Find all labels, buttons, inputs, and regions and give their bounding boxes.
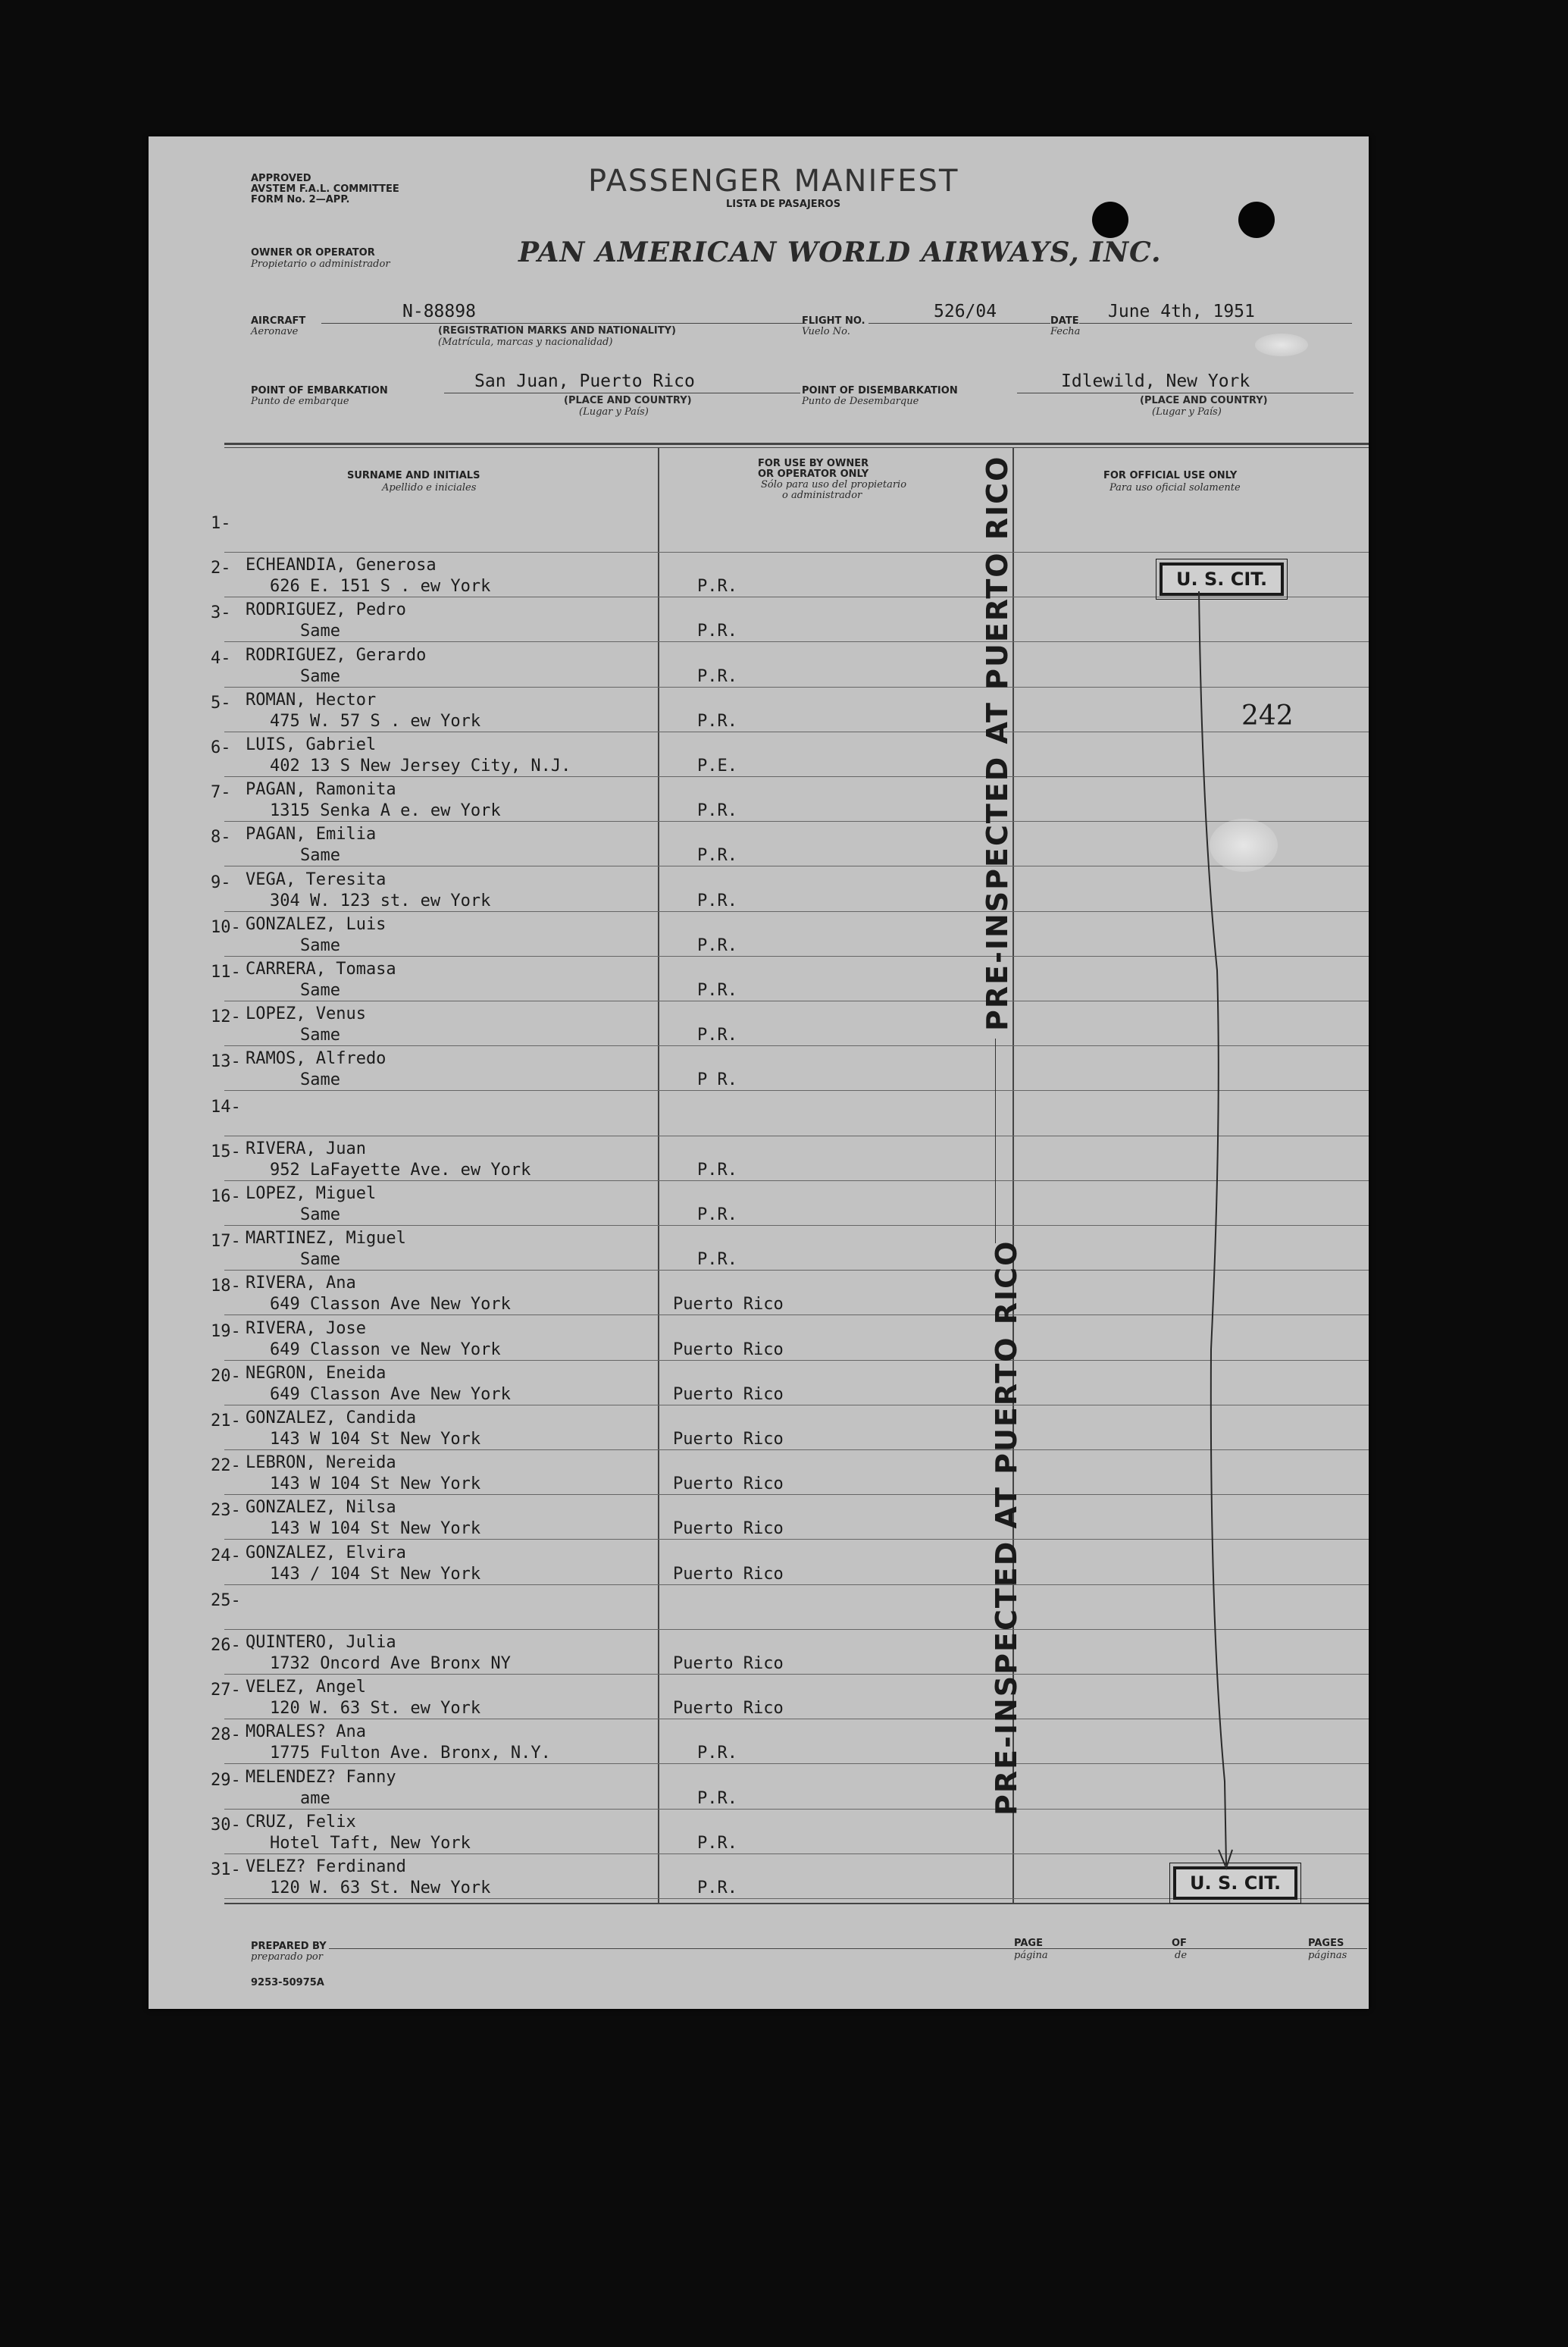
row-number: 24-: [211, 1546, 241, 1565]
owner-use-value: P.R.: [697, 577, 737, 597]
disembark-sub-es: (Lugar y País): [1152, 406, 1222, 418]
col2-header-1: FOR USE BY OWNER: [758, 458, 869, 469]
owner-use-value: P.R.: [697, 711, 737, 731]
disembark-sub: (PLACE AND COUNTRY): [1140, 395, 1268, 406]
of-label-es: de: [1175, 1950, 1188, 1961]
owner-use-value: Puerto Rico: [673, 1295, 784, 1315]
owner-use-value: Puerto Rico: [673, 1564, 784, 1584]
embark-label-es: Punto de embarque: [251, 396, 349, 407]
passenger-address: Same: [300, 1205, 340, 1224]
owner-use-value: P.R.: [697, 666, 737, 686]
owner-value: PAN AMERICAN WORLD AIRWAYS, INC.: [518, 237, 1162, 268]
passenger-name: MELENDEZ? Fanny: [246, 1767, 396, 1787]
passenger-address: ame: [300, 1788, 330, 1808]
passenger-name: CARRERA, Tomasa: [246, 960, 396, 979]
aircraft-sub-es: (Matrícula, marcas y nacionalidad): [438, 337, 613, 348]
aircraft-sub: (REGISTRATION MARKS AND NATIONALITY): [438, 325, 676, 337]
row-number: 10-: [211, 917, 241, 937]
passenger-address: 1315 Senka A e. ew York: [270, 801, 501, 821]
col2-header-es1: Sólo para uso del propietario: [761, 479, 907, 490]
date-label: DATE: [1050, 315, 1079, 327]
flight-label-es: Vuelo No.: [802, 326, 850, 337]
passenger-name: ROMAN, Hector: [246, 690, 377, 710]
passenger-address: Same: [300, 935, 340, 955]
passenger-address: Same: [300, 1026, 340, 1045]
owner-use-value: Puerto Rico: [673, 1519, 784, 1539]
passenger-address: 402 13 S New Jersey City, N.J.: [270, 757, 571, 776]
owner-use-value: Puerto Rico: [673, 1699, 784, 1719]
passenger-name: PAGAN, Ramonita: [246, 780, 396, 800]
passenger-address: Same: [300, 666, 340, 686]
passenger-name: RIVERA, Juan: [246, 1139, 366, 1158]
owner-use-value: Puerto Rico: [673, 1654, 784, 1673]
page-label: PAGE: [1014, 1938, 1043, 1949]
pages-label-es: páginas: [1308, 1950, 1347, 1961]
aircraft-label: AIRCRAFT: [251, 315, 306, 327]
row-number: 15-: [211, 1142, 241, 1161]
passenger-name: NEGRON, Eneida: [246, 1363, 387, 1383]
handwritten-bracket-line: [1194, 591, 1240, 1872]
owner-use-value: P.R.: [697, 846, 737, 866]
approved-line1: AVSTEM F.A.L. COMMITTEE: [251, 183, 399, 195]
passenger-name: GONZALEZ, Nilsa: [246, 1498, 396, 1518]
row-number: 21-: [211, 1412, 241, 1430]
page-label-es: página: [1014, 1950, 1048, 1961]
passenger-name: GONZALEZ, Luis: [246, 914, 387, 934]
row-number: 26-: [211, 1636, 241, 1655]
prepared-label: PREPARED BY: [251, 1941, 327, 1952]
owner-use-value: P.R.: [697, 981, 737, 1000]
preinspected-stamp-2: PRE-INSPECTED AT PUERTO RICO: [990, 1239, 1023, 1816]
owner-use-value: P.R.: [697, 1788, 737, 1808]
row-number: 3-: [211, 603, 231, 623]
preinspected-stamp-1: PRE-INSPECTED AT PUERTO RICO: [981, 455, 1014, 1031]
owner-use-value: Puerto Rico: [673, 1474, 784, 1494]
passenger-name: MARTINEZ, Miguel: [246, 1229, 406, 1249]
row-number: 19-: [211, 1321, 241, 1341]
disembark-label: POINT OF DISEMBARKATION: [802, 385, 958, 396]
embark-value: San Juan, Puerto Rico: [474, 371, 695, 391]
row-number: 9-: [211, 873, 231, 892]
of-label: OF: [1172, 1938, 1187, 1949]
passenger-address: 143 / 104 St New York: [270, 1564, 481, 1584]
passenger-address: 626 E. 151 S . ew York: [270, 577, 491, 597]
passenger-name: LOPEZ, Venus: [246, 1004, 366, 1024]
us-citizen-stamp-bottom: U. S. CIT.: [1173, 1866, 1297, 1900]
passenger-address: Hotel Taft, New York: [270, 1833, 471, 1853]
page-subtitle: LISTA DE PASAJEROS: [726, 199, 841, 210]
passenger-name: GONZALEZ, Candida: [246, 1409, 417, 1427]
owner-label: OWNER OR OPERATOR: [251, 247, 375, 259]
passenger-name: RIVERA, Ana: [246, 1274, 356, 1293]
embark-sub: (PLACE AND COUNTRY): [564, 395, 692, 406]
row-number: 17-: [211, 1232, 241, 1252]
flight-underline: [869, 323, 1050, 324]
page-title: PASSENGER MANIFEST: [588, 164, 959, 199]
owner-use-value: P.R.: [697, 622, 737, 641]
passenger-name: ECHEANDIA, Generosa: [246, 556, 437, 575]
passenger-name: LEBRON, Nereida: [246, 1453, 396, 1473]
flight-label: FLIGHT NO.: [802, 315, 865, 327]
punch-hole: [1092, 202, 1128, 238]
passenger-address: 143 W 104 St New York: [270, 1430, 481, 1449]
passenger-name: VEGA, Teresita: [246, 870, 387, 889]
passenger-name: QUINTERO, Julia: [246, 1633, 396, 1652]
passenger-name: LOPEZ, Miguel: [246, 1184, 377, 1203]
date-value: June 4th, 1951: [1108, 302, 1255, 321]
passenger-count-handwritten: 242: [1241, 700, 1294, 732]
approved-line2: FORM No. 2—APP.: [251, 194, 350, 205]
passenger-name: VELEZ, Angel: [246, 1678, 366, 1697]
owner-label-es: Propietario o administrador: [251, 259, 390, 270]
column-divider-1: [658, 447, 659, 1903]
row-number: 5-: [211, 693, 231, 713]
passenger-address: 1732 Oncord Ave Bronx NY: [270, 1654, 511, 1673]
owner-use-value: P.R.: [697, 801, 737, 821]
col1-header: SURNAME AND INITIALS: [347, 470, 480, 481]
passenger-name: MORALES? Ana: [246, 1722, 366, 1742]
embark-sub-es: (Lugar y País): [579, 406, 649, 418]
passenger-address: 120 W. 63 St. New York: [270, 1879, 491, 1897]
owner-use-value: P R.: [697, 1070, 737, 1090]
passenger-address: 649 Classon Ave New York: [270, 1295, 511, 1315]
passenger-address: Same: [300, 1250, 340, 1270]
aircraft-label-es: Aeronave: [251, 326, 299, 337]
passenger-name: GONZALEZ, Elvira: [246, 1543, 406, 1562]
row-number: 13-: [211, 1052, 241, 1072]
col2-header-es2: o administrador: [782, 490, 862, 501]
row-number: 23-: [211, 1501, 241, 1521]
flight-value: 526/04: [934, 302, 997, 321]
passenger-name: RODRIGUEZ, Pedro: [246, 600, 406, 620]
manifest-page: [149, 136, 1369, 2009]
row-number: 18-: [211, 1277, 241, 1296]
passenger-name: RODRIGUEZ, Gerardo: [246, 645, 427, 665]
passenger-address: 120 W. 63 St. ew York: [270, 1699, 481, 1719]
prepared-underline: [329, 1948, 1367, 1949]
owner-use-value: P.E.: [697, 757, 737, 776]
form-number: 9253-50975A: [251, 1977, 324, 1988]
date-underline: [1079, 323, 1352, 324]
stamp-1-rule: [995, 1039, 996, 1243]
embark-label: POINT OF EMBARKATION: [251, 385, 388, 396]
passenger-address: Same: [300, 981, 340, 1000]
owner-use-value: P.R.: [697, 1744, 737, 1763]
row-number: 11-: [211, 963, 241, 982]
row-number: 30-: [211, 1815, 241, 1835]
passenger-address: Same: [300, 622, 340, 641]
approved-label: APPROVED: [251, 173, 311, 184]
col3-header-es: Para uso oficial solamente: [1109, 482, 1241, 494]
row-number: 2-: [211, 559, 231, 578]
owner-use-value: Puerto Rico: [673, 1384, 784, 1404]
us-citizen-stamp-top: U. S. CIT.: [1160, 562, 1284, 596]
row-number: 12-: [211, 1007, 241, 1027]
aircraft-underline: [321, 323, 806, 324]
disembark-value: Idlewild, New York: [1061, 371, 1250, 391]
passenger-name: PAGAN, Emilia: [246, 825, 377, 844]
row-number: 31-: [211, 1860, 241, 1879]
row-number: 28-: [211, 1725, 241, 1745]
passenger-address: 649 Classon ve New York: [270, 1340, 501, 1359]
erasure-smudge: [1255, 334, 1308, 356]
passenger-address: Same: [300, 846, 340, 866]
passenger-address: 952 LaFayette Ave. ew York: [270, 1160, 531, 1180]
row-number: 7-: [211, 783, 231, 803]
row-number: 1-: [211, 514, 231, 533]
owner-use-value: P.R.: [697, 891, 737, 910]
passenger-address: Same: [300, 1070, 340, 1090]
disembark-label-es: Punto de Desembarque: [802, 396, 919, 407]
passenger-name: LUIS, Gabriel: [246, 735, 377, 754]
owner-use-value: P.R.: [697, 1205, 737, 1224]
passenger-name: CRUZ, Felix: [246, 1812, 356, 1832]
col3-header: FOR OFFICIAL USE ONLY: [1103, 470, 1238, 481]
aircraft-value: N-88898: [402, 302, 476, 321]
owner-use-value: P.R.: [697, 1160, 737, 1180]
owner-use-value: P.R.: [697, 1026, 737, 1045]
row-number: 16-: [211, 1187, 241, 1206]
owner-use-value: Puerto Rico: [673, 1430, 784, 1449]
passenger-name: RAMOS, Alfredo: [246, 1049, 387, 1069]
passenger-address: 649 Classon Ave New York: [270, 1384, 511, 1404]
passenger-address: 143 W 104 St New York: [270, 1519, 481, 1539]
row-number: 14-: [211, 1097, 241, 1117]
punch-hole: [1238, 202, 1275, 238]
owner-use-value: P.R.: [697, 935, 737, 955]
row-number: 27-: [211, 1681, 241, 1700]
owner-use-value: P.R.: [697, 1250, 737, 1270]
passenger-address: 304 W. 123 st. ew York: [270, 891, 491, 910]
row-number: 4-: [211, 648, 231, 668]
erasure-smudge: [1210, 819, 1278, 872]
passenger-address: 475 W. 57 S . ew York: [270, 711, 481, 731]
col1-header-es: Apellido e iniciales: [382, 482, 477, 494]
row-number: 25-: [211, 1590, 241, 1610]
row-rule: [224, 552, 1369, 553]
row-number: 8-: [211, 828, 231, 848]
pages-label: PAGES: [1308, 1938, 1344, 1949]
row-number: 6-: [211, 738, 231, 757]
owner-use-value: Puerto Rico: [673, 1340, 784, 1359]
passenger-name: VELEZ? Ferdinand: [246, 1857, 406, 1876]
table-top-rule-2: [224, 447, 1369, 448]
passenger-address: 143 W 104 St New York: [270, 1474, 481, 1494]
col2-header-2: OR OPERATOR ONLY: [758, 468, 869, 480]
date-label-es: Fecha: [1050, 326, 1081, 337]
table-top-rule: [224, 443, 1369, 445]
passenger-name: RIVERA, Jose: [246, 1318, 366, 1338]
owner-use-value: P.R.: [697, 1833, 737, 1853]
prepared-label-es: preparado por: [251, 1951, 323, 1963]
passenger-address: 1775 Fulton Ave. Bronx, N.Y.: [270, 1744, 551, 1763]
row-number: 20-: [211, 1366, 241, 1386]
row-number: 29-: [211, 1770, 241, 1790]
row-number: 22-: [211, 1456, 241, 1476]
owner-use-value: P.R.: [697, 1879, 737, 1897]
